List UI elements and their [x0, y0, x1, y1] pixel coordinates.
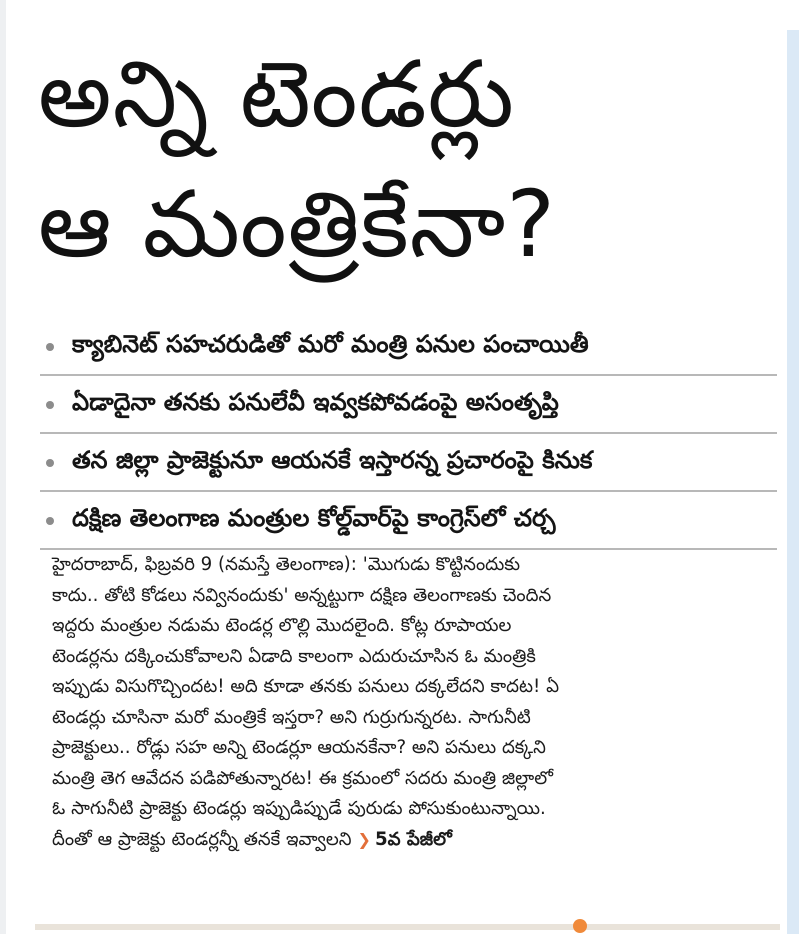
article-line: కాదు.. తోటి కోడలు నవ్వినందుకు' అన్నట్టుగా దక్షిణ తెలంగాణకు చెందిన: [52, 584, 552, 606]
side-column-rule: [787, 30, 799, 934]
orange-dot-icon: [573, 919, 587, 933]
subheadline-bullet: [40, 376, 785, 434]
article-line: టెండర్లు చూసినా మరో మంత్రికే ఇస్తరా? అని గుర్రుగున్నరట. సాగునీటి: [52, 706, 531, 728]
subheadline-text: తన జిల్లా ప్రాజెక్టునూ ఆయనకే ఇస్తారన్న ప్రచారంపై కినుక: [72, 446, 593, 474]
bullet-dot-icon: [46, 343, 54, 351]
headline-line-1: అన్ని టెండర్లు: [38, 41, 515, 148]
continued-on-page-link[interactable]: 5వ పేజీలో: [374, 828, 452, 850]
subheadline-text: దక్షిణ తెలంగాణ మంత్రుల కోల్డ్‌వార్‌పై కాంగ్రెస్‌లో చర్చ: [72, 504, 556, 532]
headline: [38, 30, 758, 290]
subheadline-text: క్యాబినెట్ సహచరుడితో మరో మంత్రి పనుల పంచాయితీ: [72, 330, 589, 358]
subheadline-bullet: [40, 492, 785, 550]
bottom-divider: [35, 924, 780, 930]
article-line: హైదరాబాద్, ఫిబ్రవరి 9 (నమస్తే తెలంగాణ): 'మొగుడు కొట్టినందుకు: [52, 554, 521, 575]
article-line: మంత్రి తెగ ఆవేదన పడిపోతున్నారట! ఈ క్రమంలో సదరు మంత్రి జిల్లాలో: [52, 767, 553, 789]
article-line: ఇద్దరు మంత్రుల నడుమ టెండర్ల లొల్లి మొదలైంది. కోట్ల రూపాయల: [52, 615, 512, 636]
subheadline-bullet-list: [40, 318, 785, 550]
subheadline-bullet: [40, 434, 785, 492]
article-body: [52, 550, 774, 855]
continue-arrow-icon: ❯: [357, 829, 371, 849]
article-last-line: [52, 825, 774, 856]
article-line: ప్రాజెక్టులు.. రోడ్లు సహ అన్ని టెండర్లూ ఆయనకేనా? అని పనులు దక్కని: [52, 737, 546, 758]
bullet-dot-icon: [46, 517, 54, 525]
article-line: ఓ సాగునీటి ప్రాజెక్టు టెండర్లు ఇప్పుడిప్పుడే పురుడు పోసుకుంటున్నాయి.: [52, 798, 546, 819]
article-line: ఇప్పుడు విసుగొచ్చిందట! అది కూడా తనకు పనులు దక్కలేదని కాదట! ఏ: [52, 676, 560, 697]
article-line: టెండర్లను దక్కించుకోవాలని ఏడాది కాలంగా ఎదురుచూసిన ఓ మంత్రికి: [52, 645, 536, 667]
subheadline-text: ఏడాదైనా తనకు పనులేవీ ఇవ్వకపోవడంపై అసంతృప్తి: [72, 388, 559, 416]
headline-line-2: ఆ మంత్రికేనా?: [38, 171, 557, 278]
bullet-dot-icon: [46, 401, 54, 409]
page-left-edge: [0, 0, 6, 934]
subheadline-bullet: [40, 318, 785, 376]
article-line-text: దీంతో ఆ ప్రాజెక్టు టెండర్లన్నీ తనకే ఇవ్వాలని: [52, 828, 352, 850]
bullet-dot-icon: [46, 459, 54, 467]
